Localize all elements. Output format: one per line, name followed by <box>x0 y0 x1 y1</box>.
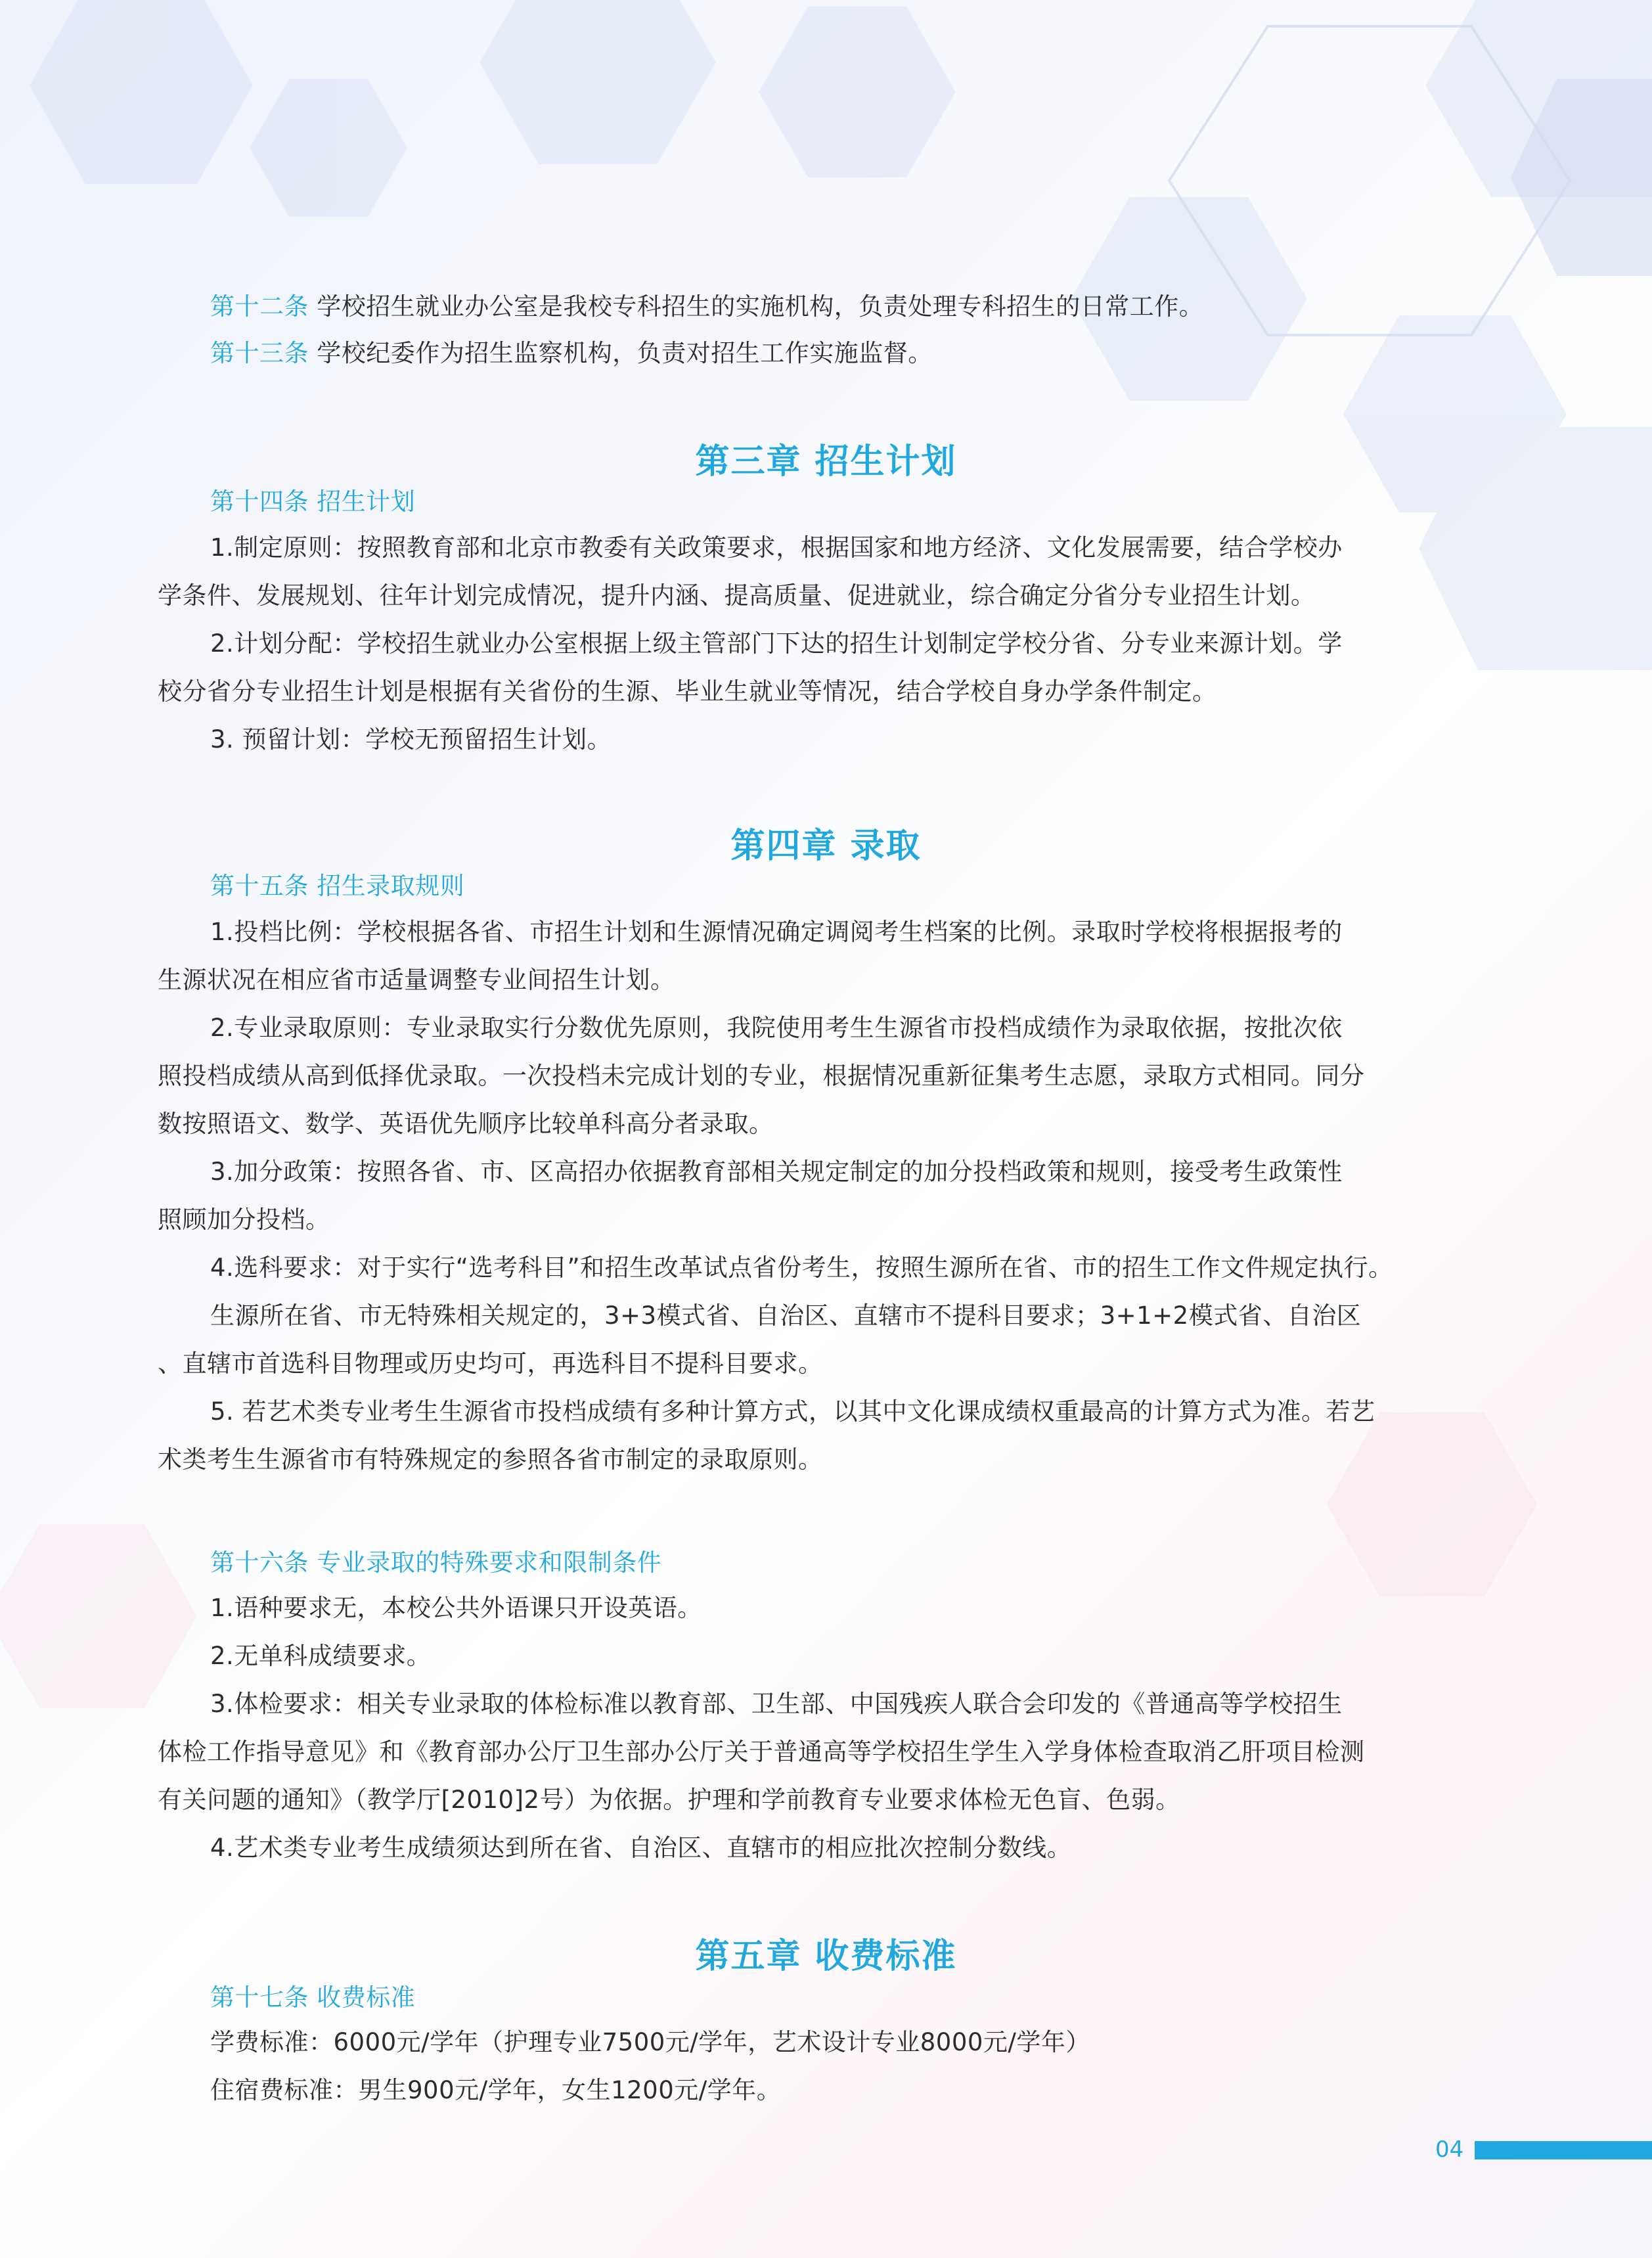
fee-dorm: 住宿费标准：男生900元/学年，女生1200元/学年。 <box>210 2076 782 2104</box>
art16-p3-line2: 体检工作指导意见》和《教育部办公厅卫生部办公厅关于普通高等学校招生学生入学身体检查取消乙肝项目检测 <box>158 1738 1365 1766</box>
article-17-heading: 第十七条 收费标准 <box>210 1983 416 2012</box>
article-13-text: 学校纪委作为招生监察机构，负责对招生工作实施监督。 <box>317 339 933 367</box>
ch3-p1-line2: 学条件、发展规划、往年计划完成情况，提升内涵、提高质量、促进就业，综合确定分省分专业招生计划。 <box>158 581 1316 610</box>
art16-p4: 4.艺术类专业考生成绩须达到所在省、自治区、直辖市的相应批次控制分数线。 <box>210 1834 1072 1862</box>
page-number: 04 <box>1435 2136 1464 2163</box>
chapter-3-title: 第三章 招生计划 <box>695 442 957 482</box>
art16-p3-line1: 3.体检要求：相关专业录取的体检标准以教育部、卫生部、中国残疾人联合会印发的《普通高等学校招生 <box>210 1690 1343 1718</box>
ch4-p5-line2: 、直辖市首选科目物理或历史均可，再选科目不提科目要求。 <box>158 1349 823 1378</box>
page-number-bar <box>1475 2141 1652 2159</box>
ch4-p3-line1: 3.加分政策：按照各省、市、区高招办依据教育部相关规定制定的加分投档政策和规则，接受考生政策性 <box>210 1158 1343 1186</box>
ch4-p1-line2: 生源状况在相应省市适量调整专业间招生计划。 <box>158 966 675 994</box>
article-12-label: 第十二条 <box>210 292 309 321</box>
article-13 <box>210 329 1475 378</box>
article-12 <box>210 282 1475 331</box>
fee-tuition: 学费标准：6000元/学年（护理专业7500元/学年，艺术设计专业8000元/学年） <box>210 2028 1090 2056</box>
ch4-p6-line1: 5. 若艺术类专业考生生源省市投档成绩有多种计算方式，以其中文化课成绩权重最高的计算方式为准。若艺 <box>210 1397 1375 1426</box>
ch4-p4: 4.选科要求：对于实行“选考科目”和招生改革试点省份考生，按照生源所在省、市的招生工作文件规定执行。 <box>210 1253 1393 1282</box>
ch3-p3: 3. 预留计划：学校无预留招生计划。 <box>210 725 612 754</box>
article-15-heading: 第十五条 招生录取规则 <box>210 872 465 900</box>
art16-p2: 2.无单科成绩要求。 <box>210 1642 432 1670</box>
chapter-4-title: 第四章 录取 <box>730 826 922 866</box>
ch4-p1-line1: 1.投档比例：学校根据各省、市招生计划和生源情况确定调阅考生档案的比例。录取时学校将根据报考的 <box>210 918 1343 946</box>
ch4-p2-line1: 2.专业录取原则：专业录取实行分数优先原则，我院使用考生生源省市投档成绩作为录取依据，按批次依 <box>210 1014 1343 1042</box>
ch4-p2-line3: 数按照语文、数学、英语优先顺序比较单科高分者录取。 <box>158 1110 774 1138</box>
ch4-p2-line2: 照投档成绩从高到低择优录取。一次投档未完成计划的专业，根据情况重新征集考生志愿，录取方式相同。同分 <box>158 1062 1365 1090</box>
ch3-p1-line1: 1.制定原则：按照教育部和北京市教委有关政策要求，根据国家和地方经济、文化发展需要，结合学校办 <box>210 533 1343 562</box>
ch3-p2-line1: 2.计划分配：学校招生就业办公室根据上级主管部门下达的招生计划制定学校分省、分专业来源计划。学 <box>210 629 1343 658</box>
ch4-p3-line2: 照顾加分投档。 <box>158 1206 330 1234</box>
ch3-p2-line2: 校分省分专业招生计划是根据有关省份的生源、毕业生就业等情况，结合学校自身办学条件制定。 <box>158 677 1217 706</box>
article-12-text: 学校招生就业办公室是我校专科招生的实施机构，负责处理专科招生的日常工作。 <box>317 292 1204 321</box>
art16-p1: 1.语种要求无，本校公共外语课只开设英语。 <box>210 1594 702 1622</box>
art16-p3-line3: 有关问题的通知》（教学厅[2010]2号）为依据。护理和学前教育专业要求体检无色盲、色弱。 <box>158 1786 1180 1814</box>
article-14-heading: 第十四条 招生计划 <box>210 487 416 516</box>
chapter-5-title: 第五章 收费标准 <box>695 1937 957 1976</box>
ch4-p6-line2: 术类考生生源省市有特殊规定的参照各省市制定的录取原则。 <box>158 1445 823 1474</box>
ch4-p5-line1: 生源所在省、市无特殊相关规定的，3+3模式省、自治区、直辖市不提科目要求；3+1+2模式省、自治区 <box>210 1301 1362 1330</box>
article-13-label: 第十三条 <box>210 339 309 367</box>
article-16-heading: 第十六条 专业录取的特殊要求和限制条件 <box>210 1548 662 1577</box>
